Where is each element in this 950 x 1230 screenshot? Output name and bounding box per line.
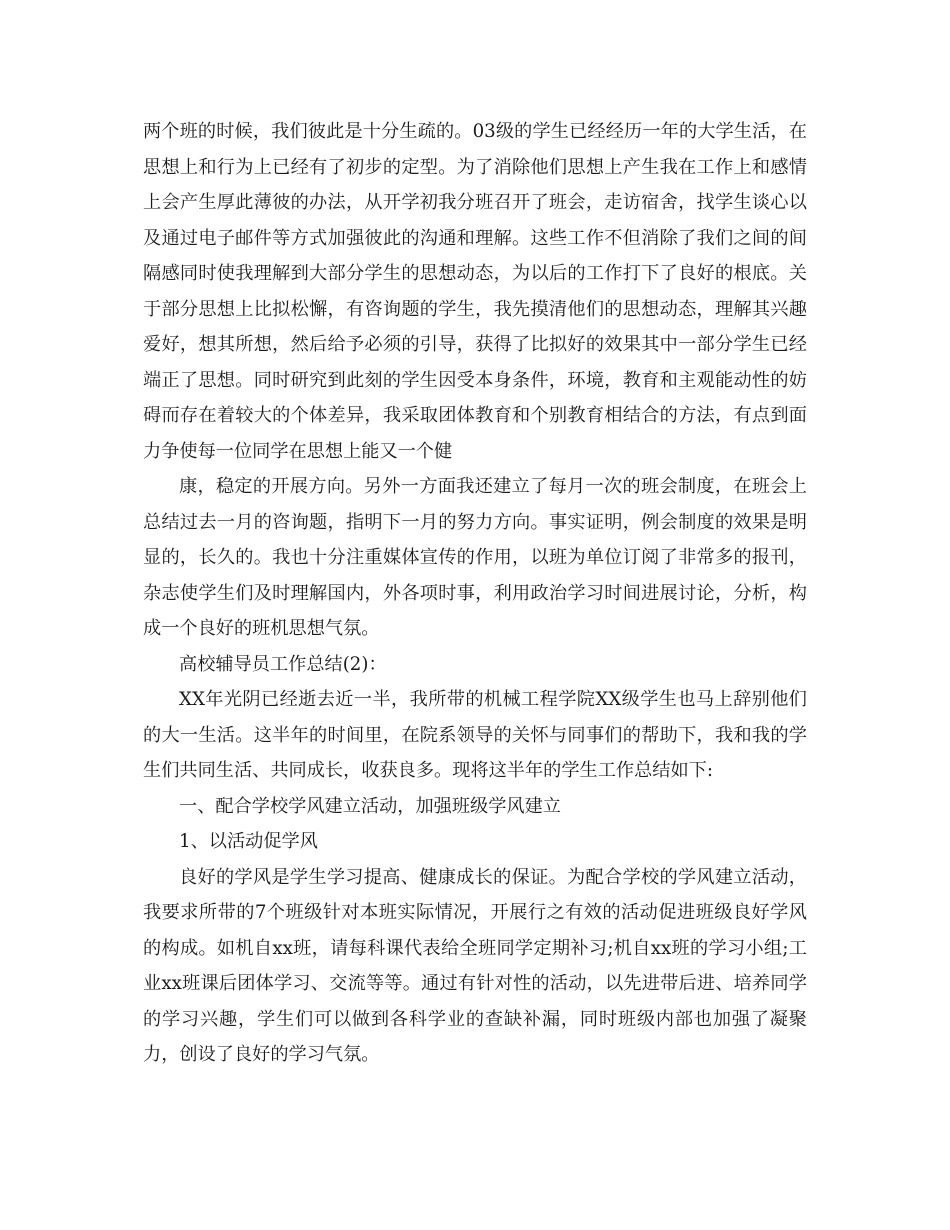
document-body — [143, 114, 807, 1073]
section-title: 高校辅导员工作总结(2)： — [179, 653, 387, 675]
paragraph-intro: XX年光阴已经逝去近一半，我所带的机械工程学院XX级学生也马上辞别他们的大一生活。这半年的时间里，在院系领导的关怀与同事们的帮助下，我和我的学生们共同生活、共同成长，收获良多。现将这半年的学生工作总结如下: — [143, 689, 807, 781]
subsection-heading-1: 1、以活动促学风 — [179, 831, 318, 852]
paragraph-class-meeting: 康，稳定的开展方向。另外一方面我还建立了每月一次的班会制度，在班会上总结过去一月的咨询题，指明下一月的努力方向。事实证明，例会制度的效果是明显的，长久的。我也十分注重媒体宣传的作用，以班为单位订阅了非常多的报刊，杂志使学生们及时理解国内，外各项时事，利用政治学习时间进展讨论，分析，构成一个良好的班机思想气氛。 — [143, 476, 807, 639]
section-heading-1: 一、配合学校学风建立活动，加强班级学风建立 — [179, 795, 561, 817]
paragraph-study-style: 良好的学风是学生学习提高、健康成长的保证。为配合学校的学风建立活动，我要求所带的7个班级针对本班实际情况，开展行之有效的活动促进班级良好学风的构成。如机自xx班，请每科课代表给全班同学定期补习;机自xx班的学习小组;工业xx班课后团体学习、交流等等。通过有针对性的活动，以先进带后进、培养同学的学习兴趣，学生们可以做到各科学业的查缺补漏，同时班级内部也加强了凝聚力，创设了良好的学习气氛。 — [143, 866, 807, 1065]
paragraph-continued: 两个班的时候，我们彼此是十分生疏的。03级的学生已经经历一年的大学生活，在思想上和行为上已经有了初步的定型。为了消除他们思想上产生我在工作上和感情上会产生厚此薄彼的办法，从开学初我分班召开了班会，走访宿舍，找学生谈心以及通过电子邮件等方式加强彼此的沟通和理解。这些工作不但消除了我们之间的间隔感同时使我理解到大部分学生的思想动态，为以后的工作打下了良好的根底。关于部分思想上比拟松懈，有咨询题的学生，我先摸清他们的思想动态，理解其兴趣爱好，想其所想，然后给予必须的引导，获得了比拟好的效果其中一部分学生已经端正了思想。同时研究到此刻的学生因受本身条件，环境，教育和主观能动性的妨碍而存在着较大的个体差异，我采取团体教育和个别教育相结合的方法，有点到面力争使每一位同学在思想上能又一个健 — [143, 121, 807, 462]
